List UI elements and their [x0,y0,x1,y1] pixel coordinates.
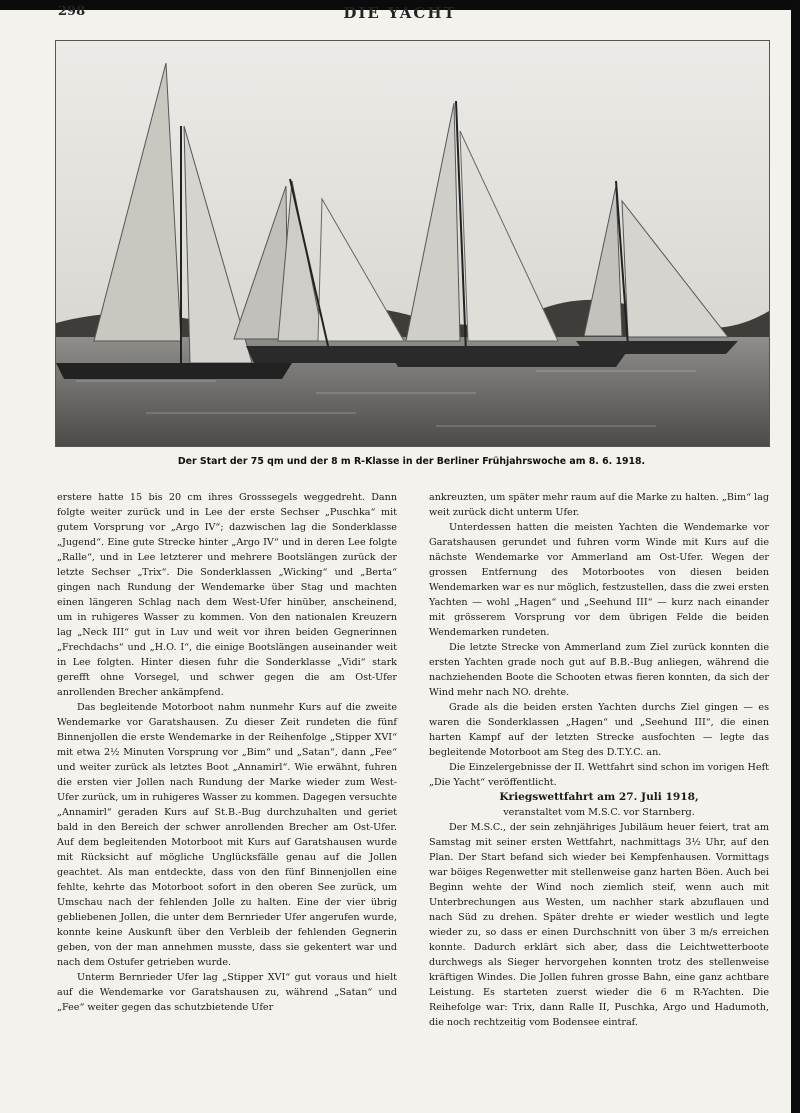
paragraph: Die Einzelergebnisse der II. Wettfahrt sind schon im vorigen Heft „Die Yacht“ veröffentlicht. [429,762,769,788]
regatta-photo [55,40,770,447]
paragraph: Der M.S.C., der sein zehnjähriges Jubiläum heuer feiert, trat am Samstag mit seiner ersten Wettfahrt, nachmittags 3½ Uhr, auf den Plan. Der Start befand sich wieder bei Kempfenhausen. Vormittags war böiges Regenwetter mit stellenweise ganz harten Böen. Auch bei Beginn wehte der Wind noch ziemlich steif, wenn auch mit Unterbrechungen aus Westen, um nachher stark abzuflauen und nach Süd zu drehen. Später drehte er wieder westlich und legte wieder zu, so dass er einen Durchschnitt von über 3 m/s erreichen konnte. Dadurch erklärt sich aber, dass die Leichtwetterboote durchwegs als Sieger hervorgehen konnten trotz des stellenweise kräftigen Windes. Die Jollen fuhren grosse Bahn, eine ganz achtbare Leistung. Es starteten zuerst wieder die 6 m R-Yachten. Die Reihefolge war: Trix, dann Ralle II, Puschka, Argo und Hadumoth, die noch rechtzeitig vom Bodensee eintraf. [429,822,769,1028]
section-heading: Kriegswettfahrt am 27. Juli 1918, [499,791,699,803]
paragraph: Grade als die beiden ersten Yachten durchs Ziel gingen — es waren die Sonderklassen „Hagen“ und „Seehund III“, die einen harten Kampf auf der letzten Strecke ausfochten — legte das begleitende Motorboot am Steg des D.T.Y.C. an. [429,702,769,758]
paragraph: Unterm Bernrieder Ufer lag „Stipper XVI“ gut voraus und hielt auf die Wendemarke vor Garatshausen zu, während „Satan“ und „Fee“ weiter gegen das schutzbietende Ufer [57,972,397,1013]
paragraph: Die letzte Strecke von Ammerland zum Ziel zurück konnten die ersten Yachten grade noch gut auf B.B.-Bug anliegen, während die nachziehenden Boote die Schooten etwas fieren konnten, da sich der Wind mehr nach NO. drehte. [429,642,769,698]
section-subheading: veranstaltet vom M.S.C. vor Starnberg. [503,807,695,818]
right-column [429,490,769,1030]
paragraph: erstere hatte 15 bis 20 cm ihres Grosssegels weggedreht. Dann folgte weiter zurück und in Lee der erste Sechser „Puschka“ mit gutem Vorsprung vor „Argo IV“; dazwischen lag die Sonderklasse „Jugend“. Eine gute Strecke hinter „Argo IV“ und in deren Lee folgte „Ralle“, und in Lee letzterer und mehrere Bootslängen zurück der letzte Sechser „Trix“. Die Sonderklassen „Wicking“ und „Berta“ gingen nach Rundung der Wendemarke über Stag und machten einen längeren Schlag nach dem West-Ufer hinüber, anscheinend, um in ruhigeres Wasser zu kommen. Von den nationalen Kreuzern lag „Neck III“ gut in Luv und weit vor ihren beiden Gegnerinnen „Frechdachs“ und „H.O. I“, die einige Bootslängen auseinander weit in Lee folgten. Hinter diesen fuhr die Sonderklasse „Vidi“ stark gerefft ohne Vorsegel, und schwer gegen die am Ost-Ufer anrollenden Brecher ankämpfend. [57,492,397,698]
scan-right-border [791,0,800,1113]
page-number: 298 [58,4,86,19]
photo-caption: Der Start der 75 qm und der 8 m R-Klasse in der Berliner Frühjahrswoche am 8. 6. 1918. [177,456,646,467]
paragraph: Unterdessen hatten die meisten Yachten die Wendemarke vor Garatshausen gerundet und fuhren vorm Winde mit Kurs auf die nächste Wendemarke vor Ammerland am Ost-Ufer. Wegen der grossen Entfernung des Motorbootes von diesen beiden Wendemarken war es nur möglich, festzustellen, dass die zwei ersten Yachten — wohl „Hagen“ und „Seehund III“ — kurz nach einander mit grösserem Vorsprung vor dem übrigen Felde die beiden Wendemarken rundeten. [429,522,769,638]
left-column [57,490,397,1015]
paragraph: Das begleitende Motorboot nahm nunmehr Kurs auf die zweite Wendemarke vor Garatshausen. Zu dieser Zeit rundeten die fünf Binnenjollen die erste Wendemarke in der Reihenfolge „Stipper XVI“ mit etwa 2½ Minuten Vorsprung vor „Bim“ und „Satan“, dann „Fee“ und weiter zurück als letztes Boot „Annamirl“. Wie erwähnt, fuhren die ersten vier Jollen nach Rundung der Marke wieder zum West-Ufer zurück, um in ruhigeres Wasser zu kommen. Dagegen versuchte „Annamirl“ geraden Kurs auf St.B.-Bug durchzuhalten und geriet bald in den Bereich der schwer anrollenden Brecher am Ost-Ufer. Auf dem begleitenden Motorboot mit Kurs auf Garatshausen wurde mit Rücksicht auf mögliche Unglücksfälle genau auf die Jollen geachtet. Als man entdeckte, dass von den fünf Binnenjollen eine fehlte, kehrte das Motorboot sofort in den oberen See zurück, um Umschau nach der fehlenden Jolle zu halten. Eine der vier übrig gebliebenen Jollen, die unter dem Bernrieder Ufer angerufen wurde, konnte keine Auskunft über den Verbleib der fehlenden Gegnerin geben, von der man annehmen musste, dass sie gekentert war und nach dem Ostufer getrieben wurde. [57,702,397,968]
running-title: DIE YACHT [343,4,457,22]
paragraph: ankreuzten, um später mehr raum auf die Marke zu halten. „Bim“ lag weit zurück dicht unterm Ufer. [429,492,769,518]
